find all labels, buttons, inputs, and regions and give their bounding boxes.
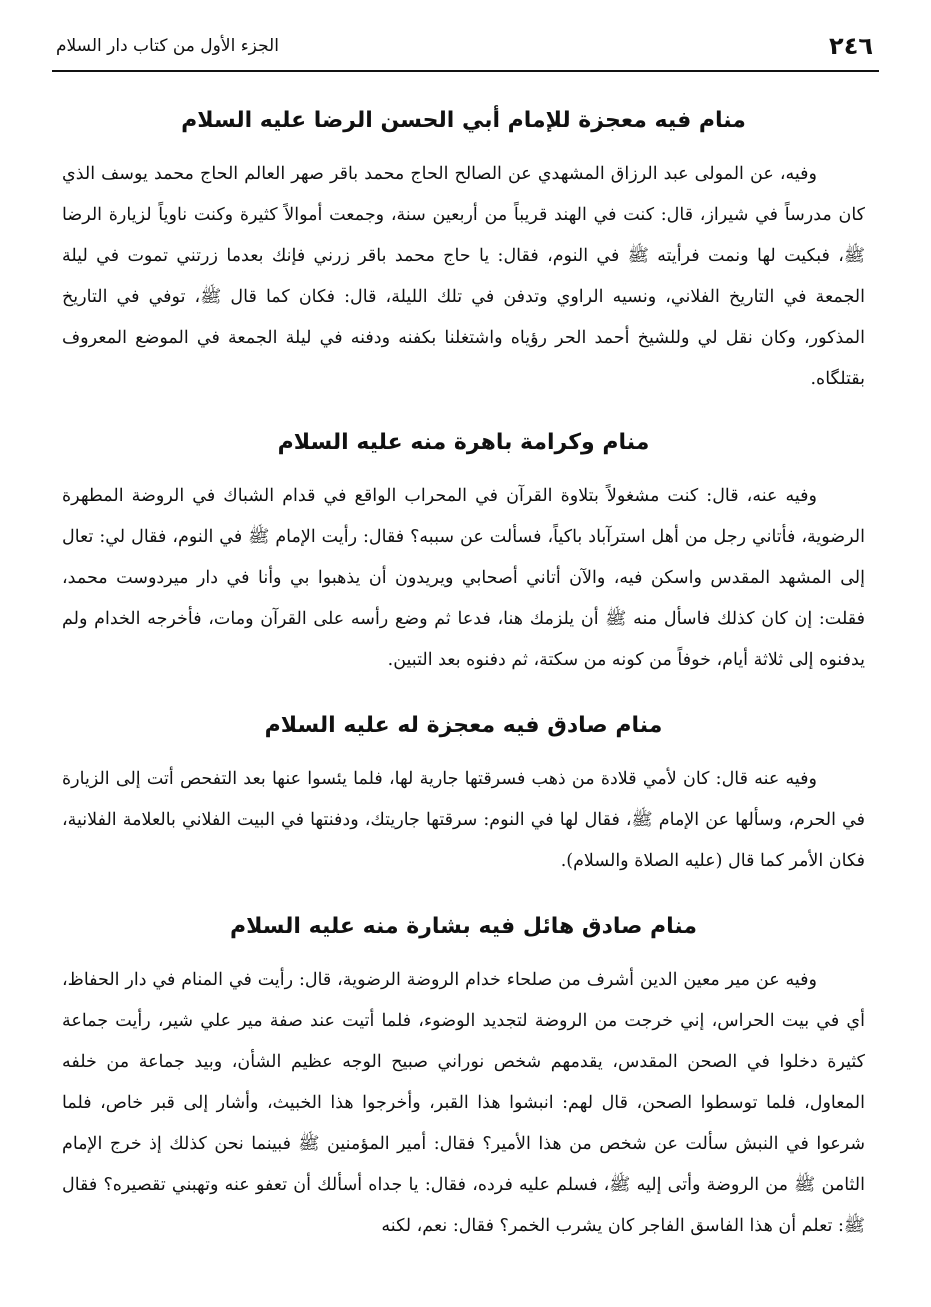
section-3 <box>62 709 865 882</box>
section-body: وفيه عنه، قال: كنت مشغولاً بتلاوة القرآن في المحراب الواقع في قدام الشباك في الروضة المطهرة الرضوية، فأتاني رجل من أهل استرآباد باكياً، فسألت عن سببه؟ فقال: رأيت الإمام ﷺ في النوم، فقال لي: تعال إلى المشهد المقدس واسكن فيه، والآن أتاني أصحابي ويريدون أن يذهبوا بي وأنا في دار ميردوست محمد، فقلت: إن كان كذلك فاسأل منه ﷺ أن يلزمك هنا، فدعا ثم وضع رأسه على القرآن ومات، فأخرجه الخدام ولم يدفنوه إلى ثلاثة أيام، خوفاً من كونه من سكتة، ثم دفنوه بعد التبين. <box>62 486 865 670</box>
running-title: الجزء الأول من كتاب دار السلام <box>56 36 279 56</box>
section-body: وفيه عن مير معين الدين أشرف من صلحاء خدام الروضة الرضوية، قال: رأيت في المنام في دار الحفاظ، أي في بيت الحراس، إني خرجت من الروضة لتجديد الوضوء، فلما أتيت عند صفة مير علي شير، رأيت جماعة كثيرة دخلوا في الصحن المقدس، يقدمهم شخص نوراني صبيح الوجه عظيم الشأن، وبيد جماعة من خلفه المعاول، فلما توسطوا الصحن، قال لهم: انبشوا هذا القبر، وأخرجوا هذا الخبيث، وأشار إلى قبر خاص، فلما شرعوا في النبش سألت عن شخص من هذا الأمير؟ فقال: أمير المؤمنين ﷺ فبينما نحن كذلك إذ خرج الإمام الثامن ﷺ من الروضة وأتى إليه ﷺ، فسلم عليه فرده، فقال: يا جداه أسألك أن تعفو عنه وتهبني تقصيره؟ فقال ﷺ: تعلم أن هذا الفاسق الفاجر كان يشرب الخمر؟ فقال: نعم، لكنه <box>62 970 865 1236</box>
section-title: منام فيه معجزة للإمام أبي الحسن الرضا عليه السلام <box>181 108 746 133</box>
section-body: وفيه، عن المولى عبد الرزاق المشهدي عن الصالح الحاج محمد باقر صهر العالم الحاج محمد يوسف الذي كان مدرساً في شيراز، قال: كنت في الهند قريباً من أربعين سنة، وجمعت أموالاً كثيرة وكنت ناوياً لزيارة الرضا ﷺ، فبكيت لها ونمت فرأيته ﷺ في النوم، فقال: يا حاج محمد باقر زرني فإنك بعدما زرتني تموت في ليلة الجمعة في التاريخ الفلاني، ونسيه الراوي وتدفن في تلك الليلة، قال: فكان كما قال ﷺ، توفي في التاريخ المذكور، وكان نقل لي وللشيخ أحمد الحر رؤياه واشتغلنا بكفنه ودفنه في ليلة الجمعة في الموضع المعروف بقتلگاه. <box>62 164 865 389</box>
section-1 <box>62 104 865 400</box>
section-title: منام صادق فيه معجزة له عليه السلام <box>264 713 663 738</box>
section-title: منام صادق هائل فيه بشارة منه عليه السلام <box>229 914 698 939</box>
section-body: وفيه عنه قال: كان لأمي قلادة من ذهب فسرقتها جارية لها، فلما يئسوا عنها بعد التفحص أتت إلى الزيارة في الحرم، وسألها عن الإمام ﷺ، فقال لها في النوم: سرقتها جاريتك، ودفنتها في البيت الفلاني بالعلامة الفلانية، فكان الأمر كما قال (عليه الصلاة والسلام). <box>62 769 865 871</box>
page-content <box>62 104 865 1247</box>
section-title: منام وكرامة باهرة منه عليه السلام <box>277 430 650 455</box>
section-4 <box>62 910 865 1247</box>
page-number: ٢٤٦ <box>829 32 873 60</box>
section-2 <box>62 426 865 681</box>
page-header <box>52 28 879 72</box>
